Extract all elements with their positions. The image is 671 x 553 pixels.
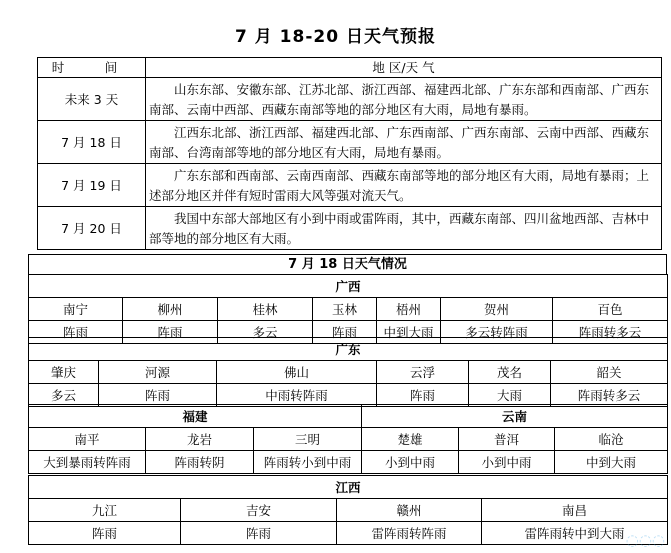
jiangxi-table (28, 475, 668, 545)
city-weather: 阵雨转多云 (551, 384, 668, 407)
forecast-text: 广东东部和西南部、云南西南部、西藏东南部等地的部分地区有大雨，局地有暴雨；上述部分地区并伴有短时雷雨大风等强对流天气。 (146, 164, 662, 207)
city-name: 茂名 (469, 361, 551, 384)
city-name: 梧州 (377, 298, 441, 321)
city-name: 贺州 (441, 298, 553, 321)
city-weather: 阵雨转多云 (553, 321, 668, 344)
forecast-row (38, 164, 662, 207)
city-row (29, 428, 668, 451)
city-weather: 小到中雨 (459, 451, 555, 474)
daily-weather-caption: 7 月 18 日天气情况 (28, 254, 667, 274)
province-fujian: 福建 (29, 405, 362, 428)
forecast-date: 7 月 19 日 (38, 164, 146, 207)
city-weather: 大雨 (469, 384, 551, 407)
fujian-yunnan-table (28, 404, 668, 474)
city-weather: 雷阵雨转阵雨 (337, 522, 482, 545)
city-weather: 中到大雨 (555, 451, 668, 474)
city-name: 三明 (254, 428, 362, 451)
city-row (29, 298, 668, 321)
province-guangxi: 广西 (29, 275, 668, 298)
city-weather: 雷阵雨转中到大雨 (482, 522, 668, 545)
guangxi-table (28, 274, 668, 344)
city-name: 南昌 (482, 499, 668, 522)
city-weather: 大到暴雨转阵雨 (29, 451, 146, 474)
city-weather: 中雨转阵雨 (217, 384, 377, 407)
weather-row (29, 451, 668, 474)
forecast-row (38, 207, 662, 250)
city-name: 普洱 (459, 428, 555, 451)
forecast-header-row (38, 58, 662, 78)
city-name: 楚雄 (362, 428, 459, 451)
forecast-date: 未来 3 天 (38, 78, 146, 121)
forecast-text: 我国中东部大部地区有小到中雨或雷阵雨，其中，西藏东南部、四川盆地西部、吉林中部等地的部分地区有大雨。 (146, 207, 662, 250)
forecast-row (38, 121, 662, 164)
city-name: 云浮 (377, 361, 469, 384)
city-weather: 小到中雨 (362, 451, 459, 474)
header-time: 时 间 (38, 58, 146, 78)
city-name: 韶关 (551, 361, 668, 384)
province-jiangxi: 江西 (29, 476, 668, 499)
city-name: 百色 (553, 298, 668, 321)
city-weather: 多云 (218, 321, 313, 344)
forecast-text: 山东东部、安徽东部、江苏北部、浙江西部、福建西北部、广东东部和西南部、广西东南部、云南中西部、西藏东南部等地的部分地区有大雨，局地有暴雨。 (146, 78, 662, 121)
city-row (29, 499, 668, 522)
province-yunnan: 云南 (362, 405, 668, 428)
city-name: 河源 (99, 361, 217, 384)
guangdong-table (28, 337, 668, 407)
city-name: 肇庆 (29, 361, 99, 384)
city-name: 桂林 (218, 298, 313, 321)
city-name: 南平 (29, 428, 146, 451)
city-weather: 阵雨 (181, 522, 337, 545)
page-title: 7 月 18-20 日天气预报 (235, 27, 436, 47)
forecast-table (37, 57, 662, 250)
weather-row (29, 522, 668, 545)
header-region-weather: 地 区/天 气 (146, 58, 662, 78)
city-name: 吉安 (181, 499, 337, 522)
city-weather: 阵雨 (377, 384, 469, 407)
city-weather: 阵雨转阴 (146, 451, 254, 474)
forecast-row (38, 78, 662, 121)
forecast-date: 7 月 18 日 (38, 121, 146, 164)
city-weather: 阵雨 (29, 321, 123, 344)
city-name: 南宁 (29, 298, 123, 321)
province-guangdong: 广东 (29, 338, 668, 361)
city-weather: 中到大雨 (377, 321, 441, 344)
city-weather: 阵雨 (313, 321, 377, 344)
city-weather: 阵雨转小到中雨 (254, 451, 362, 474)
city-name: 龙岩 (146, 428, 254, 451)
city-weather: 多云 (29, 384, 99, 407)
city-weather: 多云转阵雨 (441, 321, 553, 344)
city-weather: 阵雨 (123, 321, 218, 344)
forecast-text: 江西东北部、浙江西部、福建西北部、广东西南部、广西东南部、云南中西部、西藏东南部、台湾南部等地的部分地区有大雨，局地有暴雨。 (146, 121, 662, 164)
city-name: 佛山 (217, 361, 377, 384)
city-name: 柳州 (123, 298, 218, 321)
city-name: 九江 (29, 499, 181, 522)
city-row (29, 361, 668, 384)
city-name: 赣州 (337, 499, 482, 522)
watermark-logo: ◌◌◌ (625, 531, 665, 549)
city-name: 临沧 (555, 428, 668, 451)
city-weather: 阵雨 (29, 522, 181, 545)
city-weather: 阵雨 (99, 384, 217, 407)
forecast-date: 7 月 20 日 (38, 207, 146, 250)
city-name: 玉林 (313, 298, 377, 321)
